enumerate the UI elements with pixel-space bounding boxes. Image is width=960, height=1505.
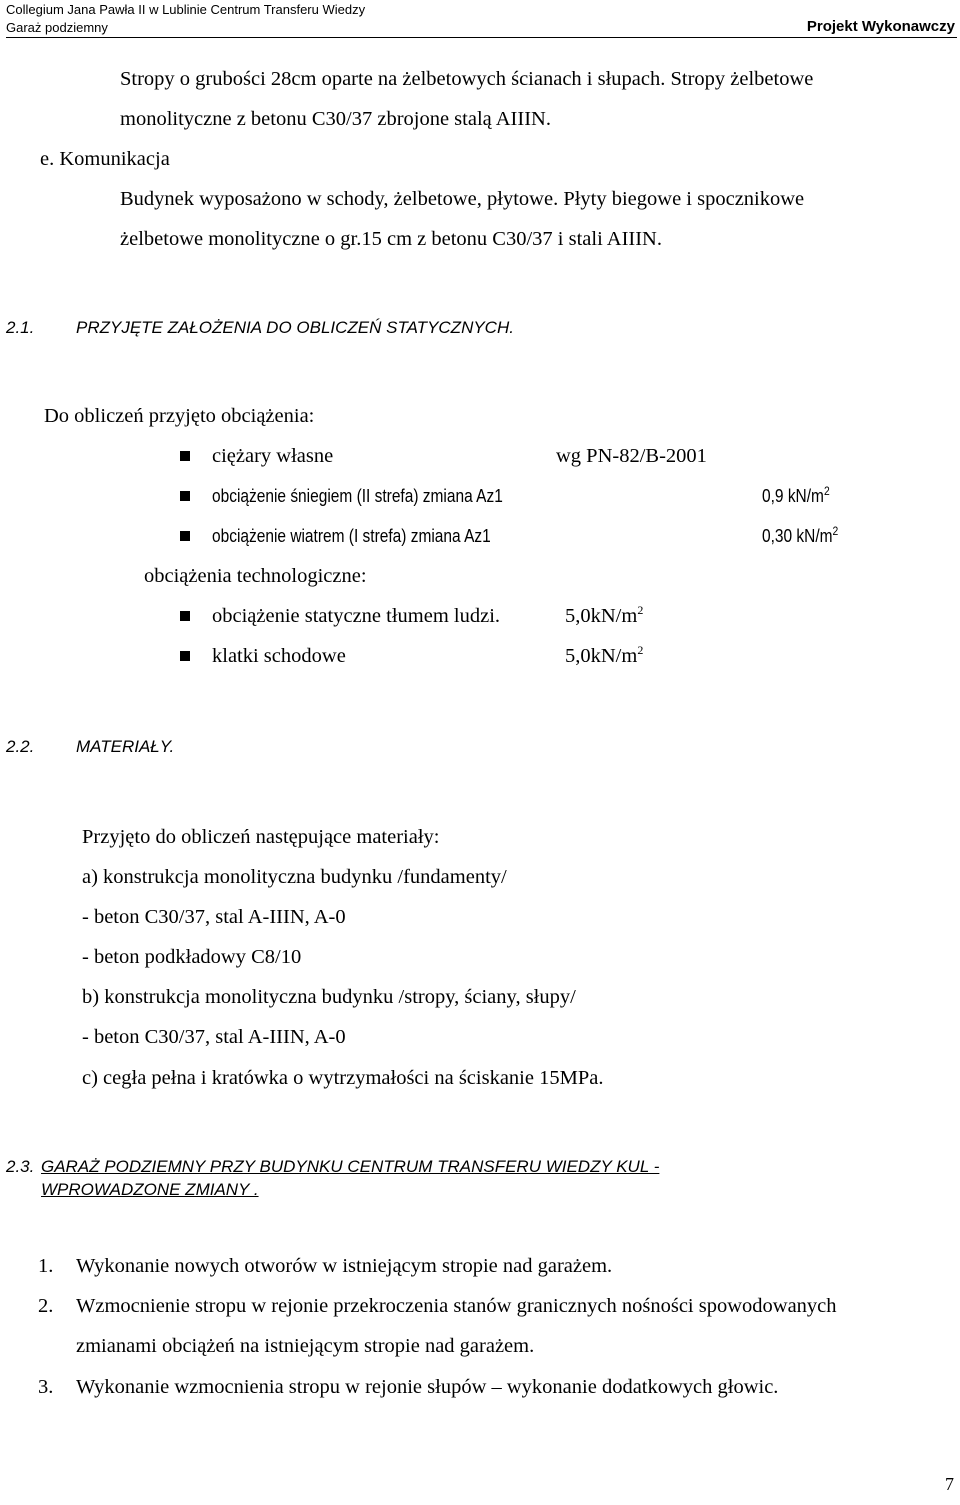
bullet-icon: [180, 491, 190, 501]
section-2-2-title: MATERIAŁY.: [76, 737, 175, 756]
load-item-label: obciążenie wiatrem (I strefa) zmiana Az1: [212, 526, 491, 546]
materials-line: - beton podkładowy C8/10: [82, 946, 302, 968]
change-item-text: Wzmocnienie stropu w rejonie przekroczenia stanów granicznych nośności spowodowanych: [76, 1295, 837, 1317]
intro-line-4: żelbetowe monolityczne o gr.15 cm z betonu C30/37 i stali AIIIN.: [120, 228, 662, 250]
load-item-value: wg PN-82/B-2001: [556, 445, 707, 467]
change-item-text: Wykonanie wzmocnienia stropu w rejonie słupów – wykonanie dodatkowych głowic.: [76, 1376, 779, 1398]
change-item-number: 3.: [38, 1376, 54, 1398]
header-institution: Collegium Jana Pawła II w Lublinie Centrum Transferu Wiedzy: [6, 2, 366, 17]
change-item-number: 2.: [38, 1295, 54, 1317]
section-2-3-number: 2.3.: [6, 1157, 35, 1176]
header-subtitle: Garaż podziemny: [6, 20, 108, 35]
intro-line-1: Stropy o grubości 28cm oparte na żelbetowych ścianach i słupach. Stropy żelbetowe: [120, 68, 814, 90]
header-rule: [6, 37, 957, 38]
change-item-number: 1.: [38, 1255, 54, 1277]
load-item-label: obciążenie śniegiem (II strefa) zmiana Az1: [212, 486, 503, 506]
bullet-icon: [180, 611, 190, 621]
page-number: 7: [945, 1474, 954, 1494]
tech-loads-label: obciążenia technologiczne:: [144, 565, 367, 587]
komunikacja-label: e. Komunikacja: [40, 148, 170, 170]
materials-line: - beton C30/37, stal A-IIIN, A-0: [82, 906, 346, 928]
tech-item-label: obciążenie statyczne tłumem ludzi.: [212, 605, 501, 627]
bullet-icon: [180, 451, 190, 461]
materials-line: c) cegła pełna i kratówka o wytrzymałości na ściskanie 15MPa.: [82, 1067, 604, 1089]
intro-line-2: monolityczne z betonu C30/37 zbrojone stalą AIIIN.: [120, 108, 551, 130]
loads-lead: Do obliczeń przyjęto obciążenia:: [44, 405, 315, 427]
load-item-label: ciężary własne: [212, 445, 334, 467]
load-item-value: 0,30 $kN/m^2$: [762, 524, 839, 546]
section-2-1-number: 2.1.: [6, 318, 35, 337]
materials-line: - beton C30/37, stal A-IIIN, A-0: [82, 1026, 346, 1048]
bullet-icon: [180, 651, 190, 661]
section-2-3-title: GARAŻ PODZIEMNY PRZY BUDYNKU CENTRUM TRANSFERU WIEDZY KUL -: [41, 1157, 660, 1176]
load-item-value: 0,9 $kN/m^2$: [762, 484, 830, 506]
section-2-2-number: 2.2.: [6, 737, 35, 756]
change-item-text-cont: zmianami obciążeń na istniejącym stropie nad garażem.: [76, 1335, 535, 1357]
tech-item-value: $5,0kN/m^2$: [565, 643, 644, 667]
tech-item-value: $5,0kN/m^2$: [565, 603, 644, 627]
materials-line: a) konstrukcja monolityczna budynku /fundamenty/: [82, 866, 507, 888]
tech-item-label: klatki schodowe: [212, 645, 346, 667]
header-project-type: Projekt Wykonawczy: [806, 18, 955, 35]
section-2-3-title-cont: WPROWADZONE ZMIANY .: [41, 1180, 259, 1199]
materials-line: b) konstrukcja monolityczna budynku /stropy, ściany, słupy/: [82, 986, 576, 1008]
section-2-1-title: PRZYJĘTE ZAŁOŻENIA DO OBLICZEŃ STATYCZNYCH.: [76, 318, 514, 337]
change-item-text: Wykonanie nowych otworów w istniejącym stropie nad garażem.: [76, 1255, 613, 1277]
materials-line: Przyjęto do obliczeń następujące materiały:: [82, 826, 440, 848]
intro-line-3: Budynek wyposażono w schody, żelbetowe, płytowe. Płyty biegowe i spocznikowe: [120, 188, 805, 210]
bullet-icon: [180, 531, 190, 541]
